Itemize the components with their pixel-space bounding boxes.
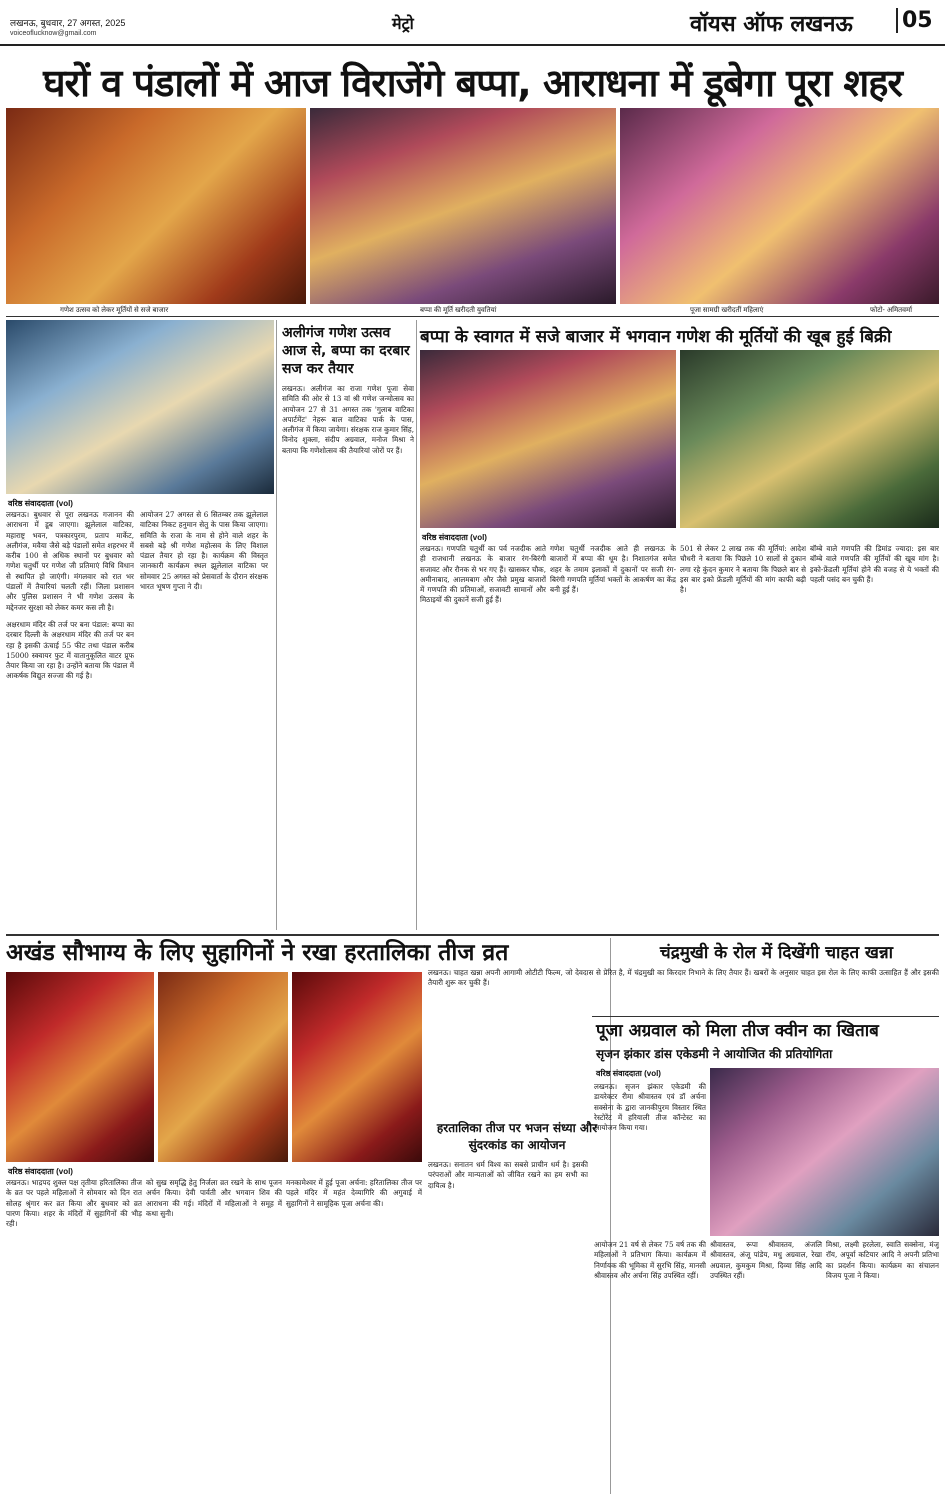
chahat-body: लखनऊ। चाहत खन्ना अपनी आगामी ओटीटी फिल्म, जो देवदास से प्रेरित है, में चंद्रमुखी का किरदार निभाने के लिए तैयार हैं। खबरों के अनुसार चाहत इस रोल के लिए काफी उत्साहित हैं और इसकी तैयारी शुरू कर चुकी हैं। bbox=[428, 968, 939, 988]
pooja-subheadline: सृजन झंकार डांस एकेडमी ने आयोजित की प्रतियोगिता bbox=[596, 1047, 833, 1061]
teej-column: लखनऊ। सनातन धर्म विश्व का सबसे प्राचीन धर्म है। इसकी परंपराओं और मान्यताओं को जीवित रखने का हम सभी का दायित्व है। bbox=[428, 1160, 588, 1190]
aliganj-body: लखनऊ। अलीगंज का राजा गणेश पूजा सेवा समिति की ओर से 13 वां श्री गणेश जन्मोत्सव का आयोजन 27 से 31 अगस्त तक 'गुलाब वाटिका अपार्टमेंट' नेहरू बाल वाटिका पार्क के पास, अलीगंज में किया जायेगा। संरक्षक राज कुमार सिंह, विनोद शुक्ला, संदीप अग्रवाल, मनोज मिश्रा ने बताया कि गणेशोत्सव की तैयारियां जोरों पर हैं। bbox=[282, 384, 414, 455]
chahat-headline: चंद्रमुखी के रोल में दिखेंगी चाहत खन्ना bbox=[659, 943, 894, 963]
page-number: 05 bbox=[896, 8, 933, 33]
teej-column: लखनऊ। भाद्रपद शुक्ल पक्ष तृतीया हरितालिका तीज के व्रत पर पहले महिलाओं ने सोमवार को दिन रात सोलह श्रृंगार कर व्रत किया और बुधवार को व्रत पारण किया। शहर के मंदिरों में सुहागिनों की भीड़ रही। bbox=[6, 1178, 142, 1229]
lead-column: आयोजन 27 अगस्त से 6 सितम्बर तक झूलेलाल वाटिका निकट हनुमान सेतु के पास किया जाएगा। समिति के राजा के नाम से होने वाले शहर के सबसे बड़े श्री गणेश महोत्सव के लिए विशाल पंडाल तैयार हो रहा है। कार्यक्रम की विस्तृत जानकारी कार्यक्रम स्थल झूलेलाल वाटिका पर सोमवार 25 अगस्त को प्रेसवार्ता के दौरान संरक्षक भारत भूषण गुप्ता ने दी। bbox=[140, 510, 268, 592]
teej-puja-photo bbox=[6, 972, 154, 1162]
photo-caption: गणेश उत्सव को लेकर मूर्तियों से सजे बाजार bbox=[60, 307, 169, 314]
teej-subheadline: हरतालिका तीज पर भजन संध्या और सुंदरकांड का आयोजन bbox=[436, 1121, 598, 1152]
photo-credit: फोटो- अमितवर्मा bbox=[870, 307, 913, 314]
byline: वरिष्ठ संवाददाता (vol) bbox=[422, 533, 487, 542]
women-shopping-photo bbox=[420, 350, 676, 528]
pooja-items-photo bbox=[620, 108, 939, 304]
market-column: गणेश चतुर्थी नजदीक आते ही लखनऊ के बाजारों में बप्पा की धूम है। निशातगंज समेत शहर के तमाम इलाकों में दुकानों पर सजी रंग-बिरंगी गणपति मूर्तियां भक्तों के आकर्षण का केंद्र बनी हुई हैं। bbox=[550, 544, 676, 595]
contact-email: voiceoflucknow@gmail.com bbox=[10, 30, 97, 37]
divider bbox=[592, 1016, 939, 1017]
pooja-headline: पूजा अग्रवाल को मिला तीज क्वीन का खिताब bbox=[596, 1021, 879, 1041]
pooja-column: आयोजन 21 वर्ष से लेकर 75 वर्ष तक की महिलाओं ने प्रतिभाग किया। कार्यक्रम में निर्णायक की भूमिका में सुरभि सिंह, मानसी श्रीवास्तव और अर्चना सिंह उपस्थित रहीं। bbox=[594, 1240, 706, 1280]
market-column: बॉम्बे वाले गणपति की डिमांड ज्यादा: इस बार बॉम्बे वाले गणपति की मूर्तियों की खूब मांग है। इको-फ्रेंडली मूर्तियां होने की वजह से ये भक्तों की पहली पसंद बन चुकी हैं। bbox=[810, 544, 939, 584]
divider bbox=[416, 320, 417, 930]
saints-photo bbox=[158, 972, 288, 1162]
photo-caption: पूजा सामग्री खरीदतीं महिलाएं bbox=[690, 307, 764, 314]
byline: वरिष्ठ संवाददाता (vol) bbox=[8, 1167, 73, 1176]
ganesh-idol-photo bbox=[6, 320, 274, 494]
teej-headline: अखंड सौभाग्य के लिए सुहागिनों ने रखा हरतालिका तीज व्रत bbox=[6, 940, 509, 966]
idol-market-photo bbox=[6, 108, 306, 304]
photo-caption: बप्पा की मूर्ति खरीदती युवतियां bbox=[420, 307, 497, 314]
teej-column: को सुख समृद्धि हेतु निर्जला व्रत रखने के साथ पूजन अर्चन किया। देवी पार्वती और भगवान शिव की आराधना की गई। मंदिरों में महिलाओं ने समूह में कथा सुनी। bbox=[146, 1178, 282, 1218]
masthead bbox=[0, 0, 945, 46]
lead-column: लखनऊ। बुधवार से पूरा लखनऊ गजानन की आराधना में डूब जाएगा। झूलेलाल वाटिका, महाराष्ट्र भवन, पत्रकारपुरम, प्रताप मार्केट, अलीगंज, मवैया जैसे बड़े पंडालों समेत शहरभर में करीब 100 से अधिक स्थानों पर बुधवार को गणेश चतुर्थी पर गणेश जी प्रतिमाएं विधि विधान से स्थापित हो जाएंगी। मंगलवार को रात भर पंडालों में तैयारियां चलती रहीं। जिला प्रशासन और पुलिस प्रशासन ने भी गणेश उत्सव के मद्देनजर सुरक्षा को लेकर कमर कस ली है। bbox=[6, 510, 134, 612]
idol-shopping-photo bbox=[310, 108, 616, 304]
issue-date: लखनऊ, बुधवार, 27 अगस्त, 2025 bbox=[10, 18, 126, 28]
teej-queen-group-photo bbox=[710, 1068, 939, 1236]
family-with-idol-photo bbox=[680, 350, 939, 528]
market-column: लखनऊ। गणपति चतुर्थी का पर्व नजदीक आते ही राजधानी लखनऊ के बाजार रंग-बिरंगी सजावट और रौनक से भर गए हैं। खासकर चौक, अमीनाबाद, आलमबाग और जैसे प्रमुख बाजारों में गणपति की प्रतिमाओं, सजावटी सामानों और मिठाइयों की दुकानें सजी हुई हैं। bbox=[420, 544, 546, 605]
lead-column: अक्षरधाम मंदिर की तर्ज पर बना पंडाल: बप्पा का दरबार दिल्ली के अक्षरधाम मंदिर की तर्ज पर बन रहा है इसकी ऊंचाई 55 फीट तथा पंडाल करीब 15000 स्क्वायर फुट में वातानुकूलित वाटर प्रूफ तैयार किया जा रहा है। उन्होंने बताया कि पंडाल में आकर्षक विद्युत सज्जा की गई है। bbox=[6, 620, 134, 681]
brand-title: वॉयस ऑफ लखनऊ bbox=[690, 12, 853, 37]
pooja-column: मिश्रा, लक्ष्मी हरलेला, स्वाति सक्सेना, मंजू रॉय, अपूर्वा कटियार आदि ने अपनी प्रतिभा का प्रदर्शन किया। कार्यक्रम का संचालन विजय पूजा ने किया। bbox=[826, 1240, 939, 1280]
section-name: मेट्रो bbox=[392, 14, 414, 33]
teej-column: मनकामेश्वर में हुई पूजा अर्चना: हरितालिका तीज पर पहले मंदिर में महंत देव्यागिरि की अगुवाई में सुहागिनों ने सामूहिक पूजा अर्चना की। bbox=[286, 1178, 422, 1208]
pooja-column: श्रीवास्तव, रूपा श्रीवास्तव, अंजलि श्रीवास्तव, अंजू पांडेय, मधु अग्रवाल, रेखा अग्रवाल, कुमकुम मिश्रा, दिव्या सिंह आदि उपस्थित रहीं। bbox=[710, 1240, 822, 1280]
divider bbox=[6, 934, 939, 936]
aarti-photo bbox=[292, 972, 422, 1162]
market-headline: बप्पा के स्वागत में सजे बाजार में भगवान गणेश की मूर्तियों की खूब हुई बिक्री bbox=[420, 327, 892, 347]
divider bbox=[276, 320, 277, 930]
byline: वरिष्ठ संवाददाता (vol) bbox=[596, 1069, 661, 1078]
divider bbox=[6, 316, 939, 317]
market-column: 501 से लेकर 2 लाख तक की मूर्तियां: आदेश चौधरी ने बताया कि पिछले 10 सालों से दुकान लगा रहे कुंदन कुमार ने बताया कि पिछले बार से इस बार इको फ्रेंडली मूर्तियों की मांग काफी बढ़ी है। bbox=[680, 544, 806, 595]
pooja-column: लखनऊ। सृजन झंकार एकेडमी की डायरेक्टर रीमा श्रीवास्तव एवं डॉ अर्चना सक्सेना के द्वारा जानकीपुरम विस्तार स्थित रेस्टोरेंट में हरियाली तीज कॉन्टेस्ट का आयोजन किया गया। bbox=[594, 1082, 706, 1133]
lead-headline: घरों व पंडालों में आज विराजेंगे बप्पा, आराधना में डूबेगा पूरा शहर bbox=[43, 61, 902, 105]
aliganj-headline: अलीगंज गणेश उत्सव आज से, बप्पा का दरबार सज कर तैयार bbox=[282, 325, 410, 377]
byline: वरिष्ठ संवाददाता (vol) bbox=[8, 499, 73, 508]
